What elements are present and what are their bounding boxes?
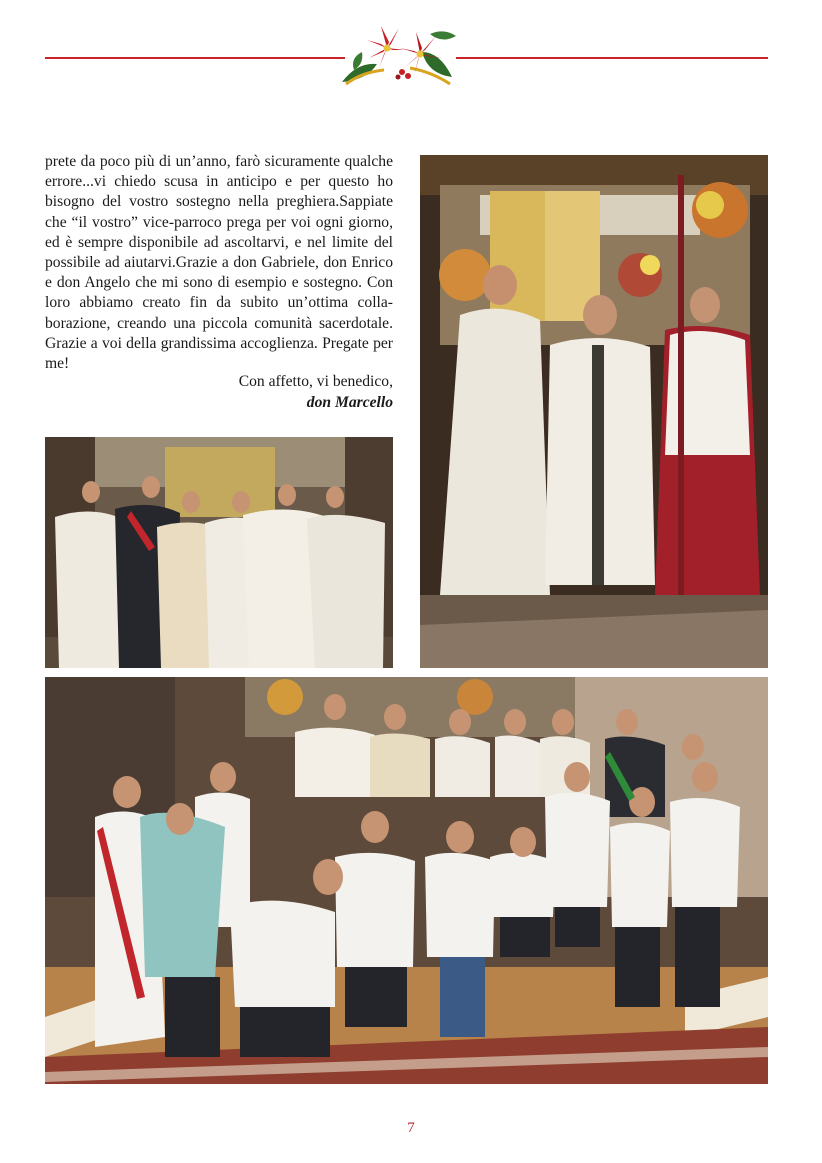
header-rule-left (45, 57, 345, 59)
poinsettia-ornament (332, 22, 462, 92)
letter-body: prete da poco più di un’anno, farò sicuramente qualche errore...vi chiedo scusa in anticipo e per questo ho bisogno del vostro sostegno nella preghiera.Sappiate che “il vostro” vice-parroco prega per voi ogni giorno, ed è sempre disponibile ad ascoltarvi, e nel limite del possibile ad aiutarvi.Grazie a don Gabriele, don Enrico e don Angelo che mi sono di esempio e sostegno. Con loro abbiamo creato fin da subito un’ottima collaborazione, creando una piccola comunità sacerdotale. Grazie a voi della grandissima accoglienza. Pregate per me! (45, 153, 393, 373)
photo-altar-ceremony (420, 155, 768, 668)
page-number: 7 (407, 1120, 415, 1136)
letter-text-column (45, 152, 393, 374)
letter-signature-block (45, 372, 393, 413)
letter-closing: Con affetto, vi benedico, (238, 373, 393, 390)
photo-clergy-group (45, 437, 393, 668)
header-rule-right (456, 57, 768, 59)
letter-signature: don Marcello (306, 393, 393, 411)
photo-community-group (45, 677, 768, 1084)
